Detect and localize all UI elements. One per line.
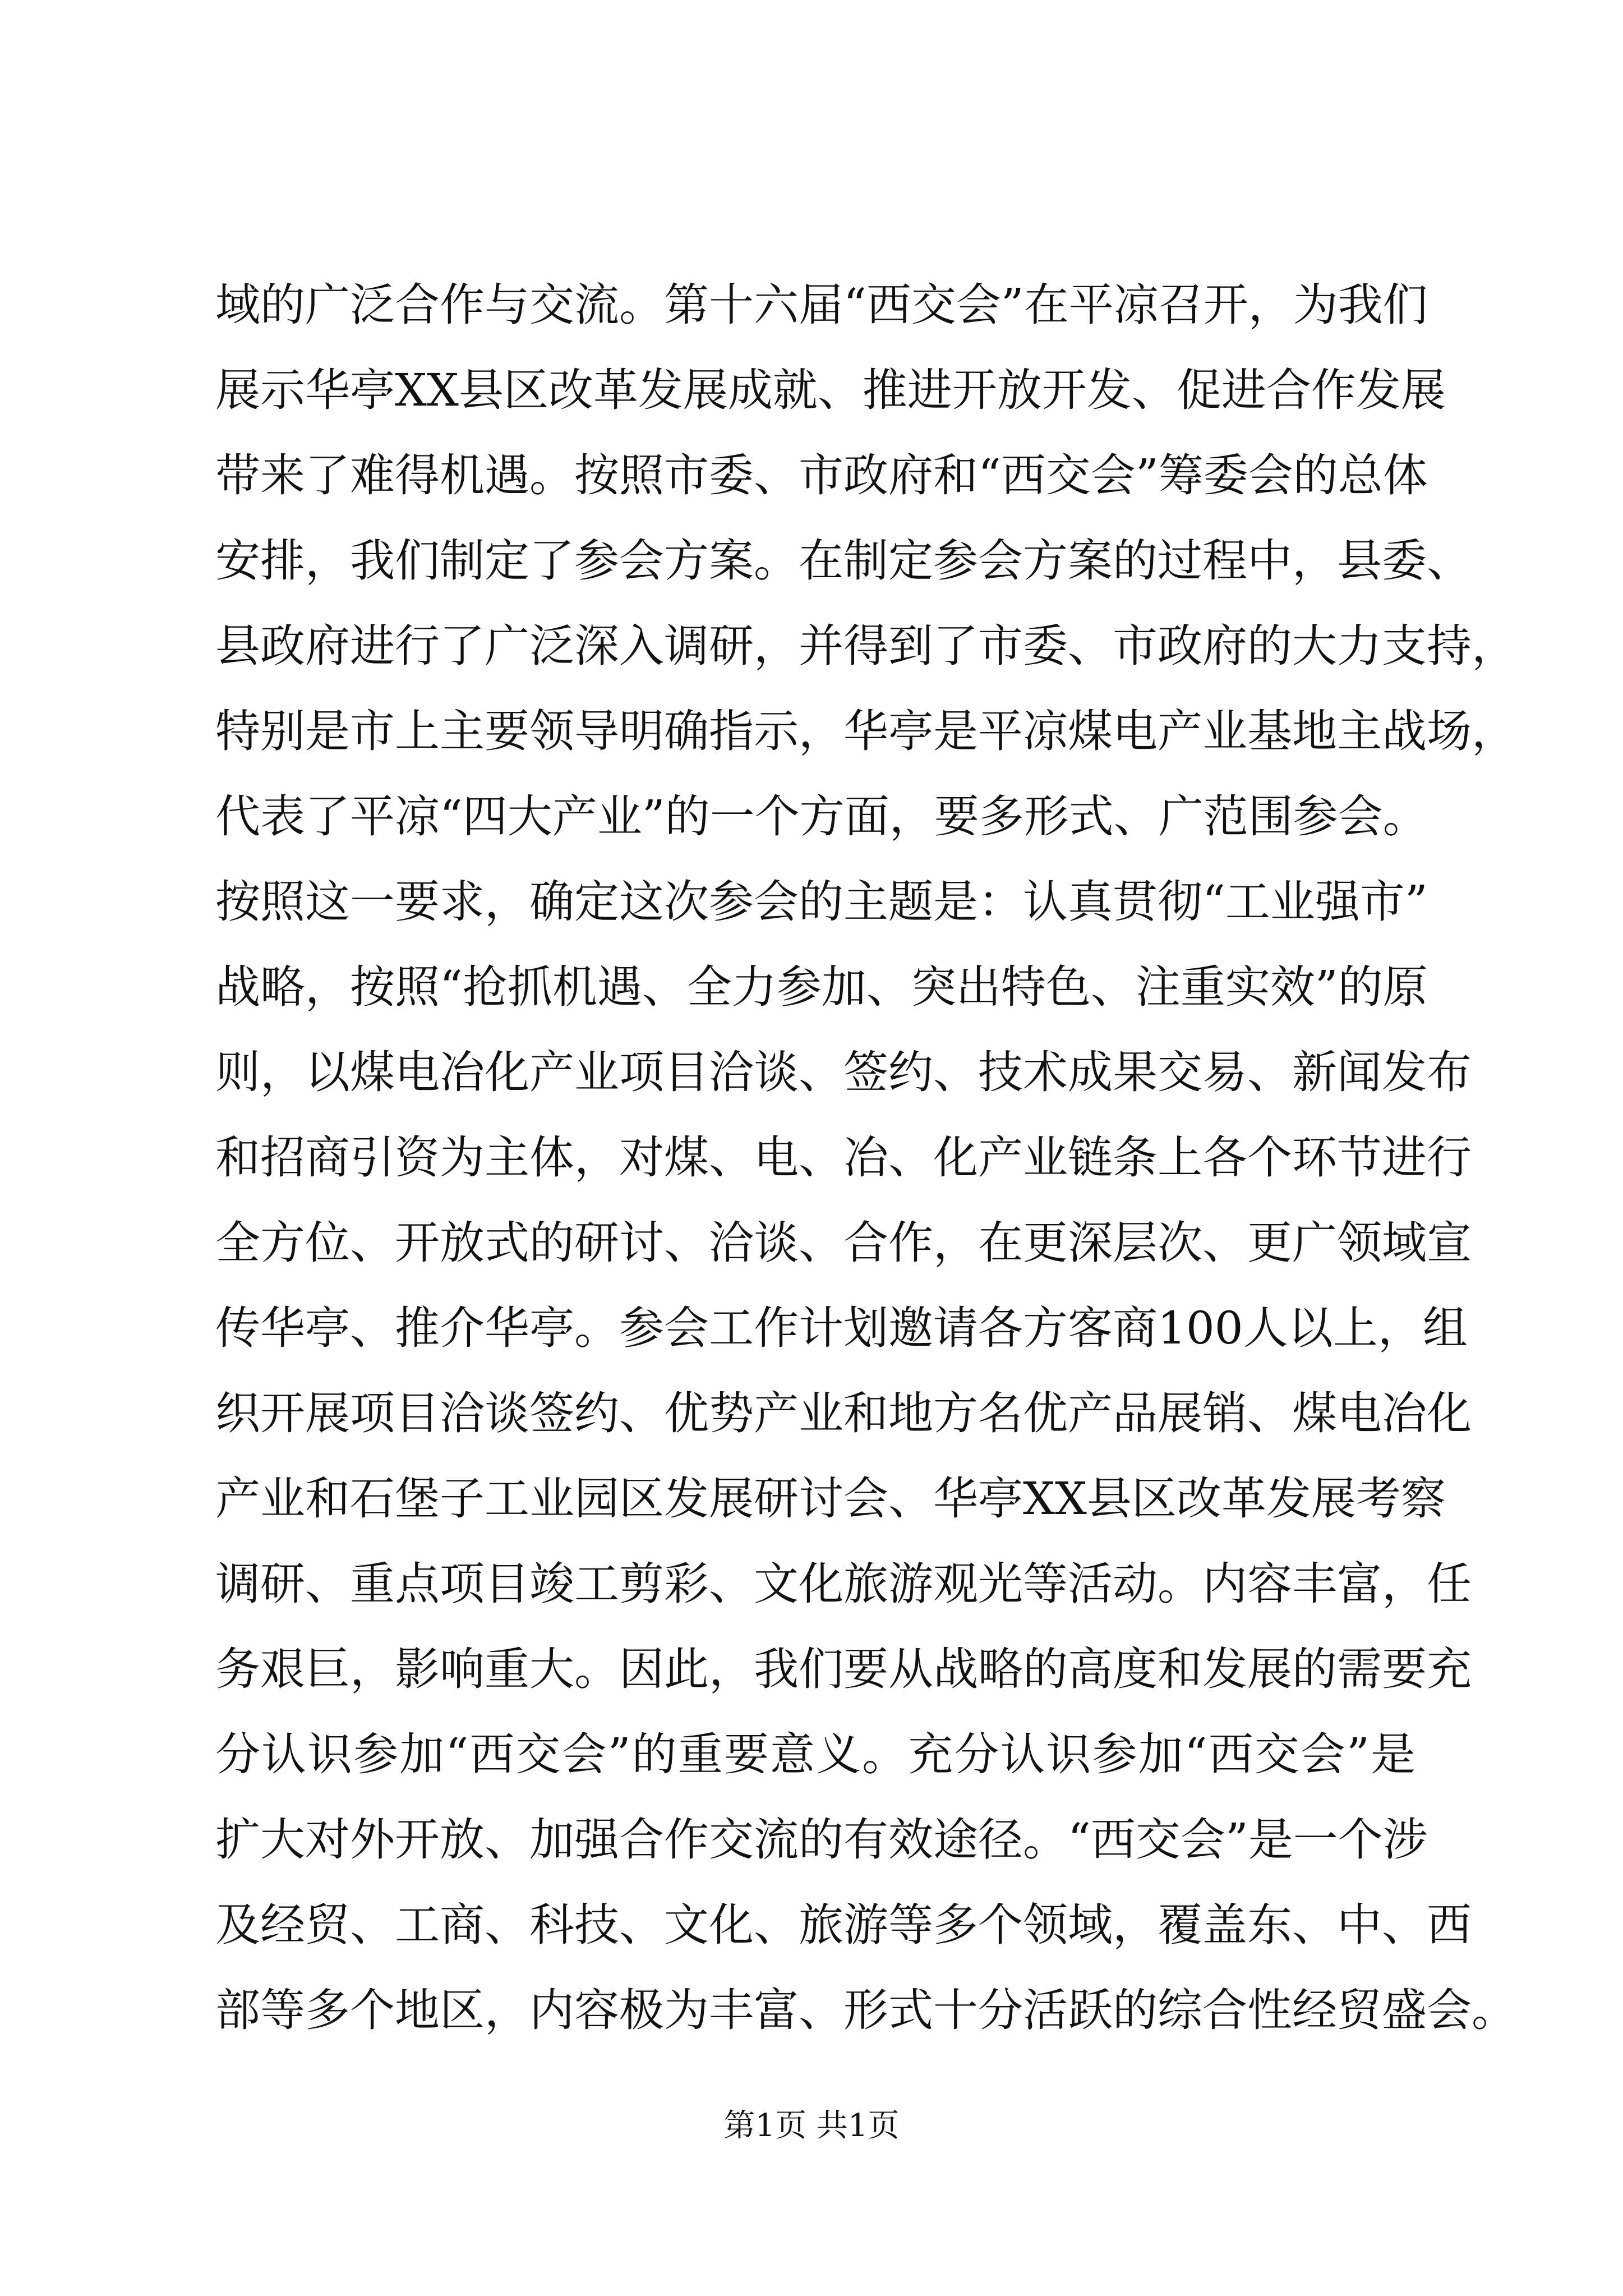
page-footer bbox=[0, 2101, 1623, 2146]
text-line: 调研、重点项目竣工剪彩、文化旅游观光等活动。内容丰富，任 bbox=[215, 1558, 1472, 1610]
text-line: 扩大对外开放、加强合作交流的有效途径。“西交会”是一个涉 bbox=[215, 1814, 1428, 1866]
document-body bbox=[215, 263, 1516, 2053]
text-line: 传华亭、推介华亭。参会工作计划邀请各方客商100人以上，组 bbox=[215, 1302, 1468, 1354]
text-line: 带来了难得机遇。按照市委、市政府和“西交会”筹委会的总体 bbox=[215, 449, 1428, 501]
text-line: 产业和石堡子工业园区发展研讨会、华亭XX县区改革发展考察 bbox=[215, 1473, 1446, 1525]
text-line: 域的广泛合作与交流。第十六届“西交会”在平凉召开，为我们 bbox=[215, 279, 1428, 331]
text-line: 部等多个地区，内容极为丰富、形式十分活跃的综合性经贸盛会。 bbox=[215, 1984, 1516, 2036]
page-number-label: 第1页 共1页 bbox=[723, 2108, 900, 2144]
text-line: 代表了平凉“四大产业”的一个方面，要多形式、广范围参会。 bbox=[215, 790, 1428, 843]
text-line: 务艰巨，影响重大。因此，我们要从战略的高度和发展的需要充 bbox=[215, 1643, 1472, 1695]
text-line: 和招商引资为主体，对煤、电、冶、化产业链条上各个环节进行 bbox=[215, 1131, 1472, 1184]
text-line: 织开展项目洽谈签约、优势产业和地方名优产品展销、煤电冶化 bbox=[215, 1387, 1472, 1439]
text-line: 则，以煤电冶化产业项目洽谈、签约、技术成果交易、新闻发布 bbox=[215, 1046, 1472, 1098]
text-line: 特别是市上主要领导明确指示，华亭是平凉煤电产业基地主战场， bbox=[215, 705, 1516, 757]
text-line: 分认识参加“西交会”的重要意义。充分认识参加“西交会”是 bbox=[215, 1728, 1415, 1780]
text-line: 按照这一要求，确定这次参会的主题是：认真贯彻“工业强市” bbox=[215, 876, 1428, 928]
text-line: 安排，我们制定了参会方案。在制定参会方案的过程中，县委、 bbox=[215, 535, 1472, 587]
text-line: 战略，按照“抢抓机遇、全力参加、突出特色、注重实效”的原 bbox=[215, 961, 1428, 1013]
text-line: 全方位、开放式的研讨、洽谈、合作，在更深层次、更广领域宣 bbox=[215, 1217, 1472, 1269]
text-line: 及经贸、工商、科技、文化、旅游等多个领域，覆盖东、中、西 bbox=[215, 1899, 1472, 1951]
text-line: 县政府进行了广泛深入调研，并得到了市委、市政府的大力支持， bbox=[215, 620, 1516, 672]
text-line: 展示华亭XX县区改革发展成就、推进开放开发、促进合作发展 bbox=[215, 364, 1446, 416]
